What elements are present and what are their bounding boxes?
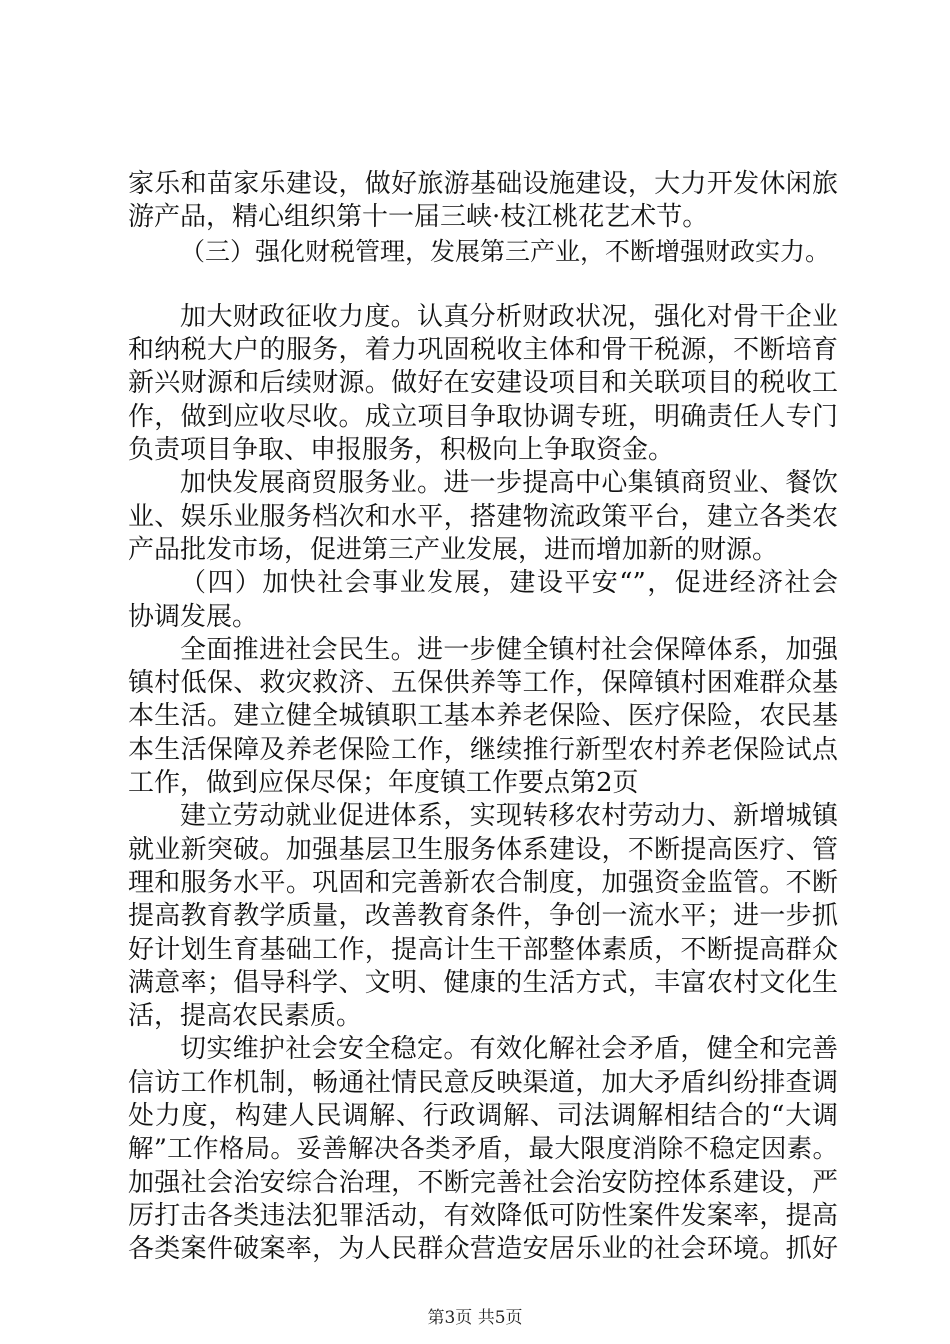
text-line: 就业新突破。加强基层卫生服务体系建设，不断提高医疗、管 [128,834,838,865]
text-line: 活，提高农民素质。 [128,1001,363,1032]
text-line: 理和服务水平。巩固和完善新农合制度，加强资金监管。不断 [128,867,838,898]
text-line: 游产品，精心组织第十一届三峡·枝江桃花艺术节。 [128,202,709,233]
page-footer [0,1306,950,1330]
text-line: 和纳税大户的服务，着力巩固税收主体和骨干税源，不断培育 [128,335,838,366]
text-line: 负责项目争取、申报服务，积极向上争取资金。 [128,435,675,466]
text-line: 满意率；倡导科学、文明、健康的生活方式，丰富农村文化生 [128,967,838,998]
text-line: 新兴财源和后续财源。做好在安建设项目和关联项目的税收工 [128,368,838,399]
text-line: 提高教育教学质量，改善教育条件，争创一流水平；进一步抓 [128,901,838,932]
blank-line [128,268,838,301]
text-line: 处力度，构建人民调解、行政调解、司法调解相结合的“大调 [128,1101,838,1132]
text-line: 业、娱乐业服务档次和水平，搭建物流政策平台，建立各类农 [128,501,838,532]
section-heading: （四）加快社会事业发展，建设平安“”，促进经济社会 [180,568,838,599]
text-line: 镇村低保、救灾救济、五保供养等工作，保障镇村困难群众基 [128,668,838,699]
text-line: 本生活保障及养老保险工作，继续推行新型农村养老保险试点 [128,734,838,765]
page-number: 第3页 共5页 [427,1308,523,1328]
text-line: 加强社会治安综合治理，不断完善社会治安防控体系建设，严 [128,1167,838,1198]
section-heading: （三）强化财税管理，发展第三产业，不断增强财政实力。 [180,236,831,266]
text-line: 本生活。建立健全城镇职工基本养老保险、医疗保险，农民基 [128,701,838,732]
text-line: 家乐和苗家乐建设，做好旅游基础设施建设，大力开发休闲旅 [128,169,838,199]
text-line: 各类案件破案率，为人民群众营造安居乐业的社会环境。抓好 [128,1234,838,1265]
text-line: 产品批发市场，促进第三产业发展，进而增加新的财源。 [128,534,779,565]
text-line: 协调发展。 [128,601,259,632]
paragraph-start: 全面推进社会民生。进一步健全镇村社会保障体系，加强 [180,634,838,665]
document-body [128,168,838,1267]
text-line: 解”工作格局。妥善解决各类矛盾，最大限度消除不稳定因素。 [128,1134,838,1165]
text-line: 作，做到应收尽收。成立项目争取协调专班，明确责任人专门 [128,401,838,432]
text-line: 好计划生育基础工作，提高计生干部整体素质，不断提高群众 [128,934,838,965]
paragraph-start: 加大财政征收力度。认真分析财政状况，强化对骨干企业 [180,301,838,332]
text-line: 信访工作机制，畅通社情民意反映渠道，加大矛盾纠纷排查调 [128,1067,838,1098]
paragraph-start: 切实维护社会安全稳定。有效化解社会矛盾，健全和完善 [180,1034,838,1065]
paragraph-start: 建立劳动就业促进体系，实现转移农村劳动力、新增城镇 [180,801,838,832]
text-line: 工作，做到应保尽保；年度镇工作要点第2页 [128,768,639,799]
paragraph-start: 加快发展商贸服务业。进一步提高中心集镇商贸业、餐饮 [180,468,838,499]
text-line: 厉打击各类违法犯罪活动，有效降低可防性案件发案率，提高 [128,1200,838,1231]
